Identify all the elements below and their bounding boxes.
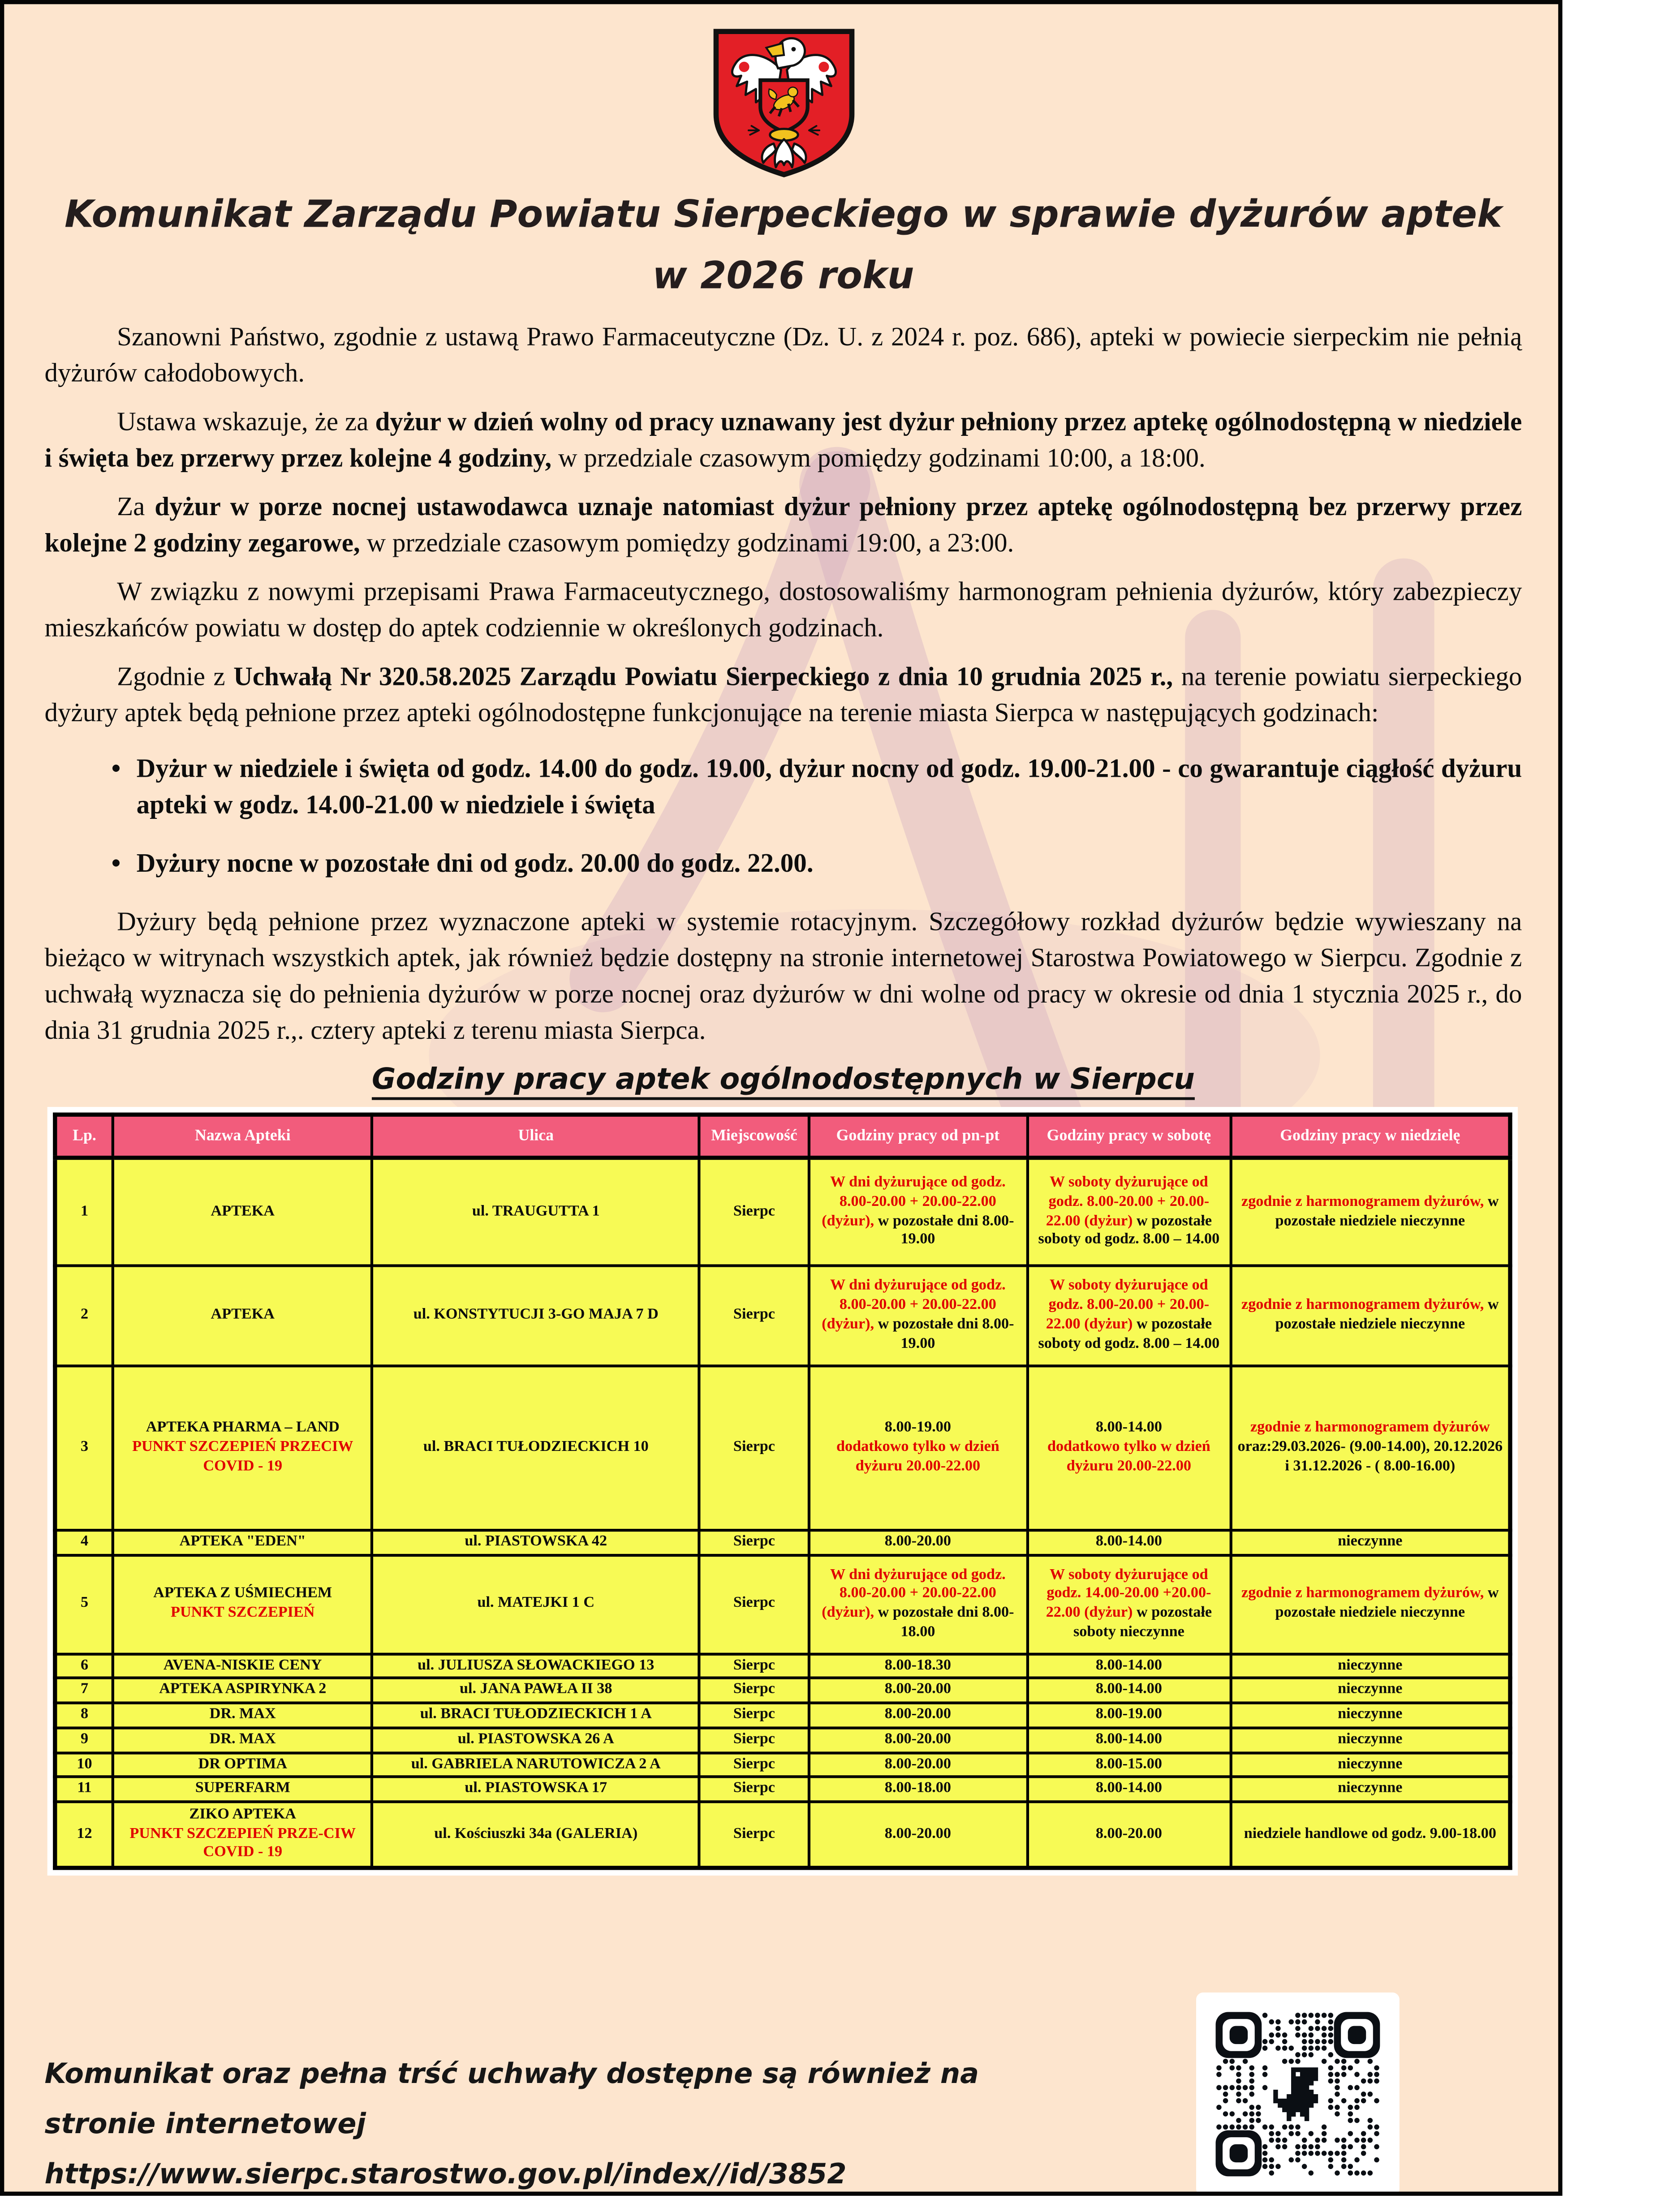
- footer-url[interactable]: https://www.sierpc.starostwo.gov.pl/index//id/3852: [44, 2156, 847, 2190]
- text-run: APTEKA: [211, 1306, 275, 1323]
- title-line-1: Komunikat Zarządu Powiatu Sierpeckiego w sprawie dyżurów aptek: [65, 194, 1502, 237]
- text-run: APTEKA Z UŚMIECHEM: [153, 1585, 332, 1602]
- cell-city: [700, 1265, 809, 1366]
- text-run: Zgodnie z: [117, 663, 234, 693]
- text-run: 10: [77, 1755, 92, 1773]
- text-run: ul. BRACI TUŁODZIECKICH 10: [423, 1438, 649, 1455]
- text-run: Uchwałą Nr 320.58.2025 Zarządu Powiatu Sierpeckiego z dnia 10 grudnia 2025 r.,: [233, 663, 1173, 693]
- cell-street: [372, 1158, 700, 1265]
- text-run: 8.00-20.00: [884, 1755, 951, 1773]
- cell-pharmacy-name: [113, 1753, 372, 1777]
- column-header-4: Miejscowość: [700, 1115, 809, 1158]
- cell-pharmacy-name: [113, 1555, 372, 1654]
- cell-lp: [55, 1654, 113, 1678]
- text-run: PUNKT SZCZEPIEŃ: [171, 1604, 315, 1621]
- text-run: Dyżury będą pełnione przez wyznaczone apteki w systemie rotacyjnym. Szczegółowy rozkład dyżurów będzie wywieszany na bieżąco w witrynach wszystkich aptek, jak również będzie dostępny na stronie internetowej Starostwa Powiatowego w Sierpcu. Zgodnie z uchwałą wyznacza się do pełnienia dyżurów w porze nocnej oraz dyżurów w dni wolne od pracy w okresie od dnia 1 stycznia 2025 r., do dnia 31 grudnia 2025 r.,. cztery apteki z terenu miasta Sierpca.: [44, 908, 1522, 1046]
- cell-lp: [55, 1158, 113, 1265]
- cell-street: [372, 1654, 700, 1678]
- closing-paragraph-container: [44, 906, 1522, 1050]
- paragraph-5: [44, 661, 1522, 733]
- cell-hours-sunday: [1231, 1366, 1510, 1530]
- footer-line-1: Komunikat oraz pełna trść uchwały dostępne są również na stronie internetowej: [44, 2057, 979, 2140]
- cell-hours-saturday: [1027, 1728, 1231, 1752]
- text-run: nieczynne: [1338, 1681, 1403, 1698]
- text-run: W dni dyżurujące od godz. 8.00-20.00 + 20.00-22.00 (dyżur),: [822, 1566, 1006, 1621]
- cell-hours-saturday: [1027, 1777, 1231, 1802]
- cell-street: [372, 1777, 700, 1802]
- table-row-4: [55, 1530, 1510, 1555]
- pharmacy-hours-table: [53, 1113, 1512, 1870]
- text-run: ul. PIASTOWSKA 26 A: [457, 1730, 614, 1747]
- column-header-7: Godziny pracy w niedzielę: [1231, 1115, 1510, 1158]
- table-row-7: [55, 1678, 1510, 1703]
- text-run: Sierpc: [733, 1203, 775, 1220]
- text-run: DR. MAX: [209, 1706, 276, 1723]
- duty-hours-bullet-list: [44, 753, 1522, 883]
- text-run: 8.00-14.00: [1095, 1780, 1162, 1797]
- text-run: APTEKA PHARMA – LAND: [146, 1419, 340, 1436]
- text-run: Ustawa wskazuje, że za: [117, 409, 375, 438]
- cell-hours-saturday: [1027, 1678, 1231, 1703]
- text-run: Sierpc: [733, 1595, 775, 1612]
- text-run: APTEKA ASPIRYNKA 2: [159, 1681, 327, 1698]
- text-run: w pozostałe dni 8.00-19.00: [874, 1212, 1014, 1248]
- cell-hours-saturday: [1027, 1265, 1231, 1366]
- text-run: ZIKO APTEKA: [189, 1806, 297, 1823]
- cell-lp: [55, 1728, 113, 1752]
- paragraph-3: [44, 491, 1522, 564]
- qr-code-card: [1196, 1993, 1400, 2196]
- text-run: niedziele handlowe od godz. 9.00-18.00: [1244, 1825, 1496, 1842]
- cell-hours-mon-fri: [809, 1654, 1027, 1678]
- text-run: zgodnie z harmonogramem dyżurów,: [1241, 1193, 1484, 1210]
- column-header-6: Godziny pracy w sobotę: [1027, 1115, 1231, 1158]
- text-run: 8.00-14.00: [1095, 1681, 1162, 1698]
- text-run: Sierpc: [733, 1306, 775, 1323]
- cell-city: [700, 1678, 809, 1703]
- text-run: 8: [80, 1706, 89, 1723]
- text-run: Sierpc: [733, 1730, 775, 1747]
- cell-hours-sunday: [1231, 1265, 1510, 1366]
- coat-of-arms-sierpc-icon: [710, 26, 857, 180]
- body-paragraphs: [44, 321, 1522, 733]
- text-run: ul. PIASTOWSKA 42: [465, 1533, 607, 1550]
- cell-pharmacy-name: [113, 1728, 372, 1752]
- text-run: Sierpc: [733, 1706, 775, 1723]
- text-run: 11: [77, 1780, 92, 1797]
- text-run: 8.00-14.00: [1095, 1657, 1162, 1674]
- text-run: dyżur w dzień wolny od pracy uznawany jest dyżur pełniony przez aptekę ogólnodostępną w niedziele i święta bez przerwy przez kolejne 4 godziny,: [44, 409, 1522, 474]
- text-run: W dni dyżurujące od godz. 8.00-20.00 + 20.00-22.00 (dyżur),: [822, 1277, 1006, 1333]
- cell-hours-mon-fri: [809, 1703, 1027, 1728]
- text-run: dyżur w porze nocnej ustawodawca uznaje natomiast dyżur pełniony przez aptekę ogólnodostępną bez przerwy przez kolejne 2 godziny zegarowe,: [44, 493, 1522, 559]
- column-header-2: Nazwa Apteki: [113, 1115, 372, 1158]
- text-run: 8.00-20.00: [884, 1533, 951, 1550]
- text-run: w pozostałe dni 8.00-19.00: [874, 1316, 1014, 1352]
- text-run: 8.00-14.00: [1095, 1533, 1162, 1550]
- text-run: nieczynne: [1338, 1657, 1403, 1674]
- text-run: W związku z nowymi przepisami Prawa Farmaceutycznego, dostosowaliśmy harmonogram pełnienia dyżurów, który zabezpieczy mieszkańców powiatu w dostęp do aptek codziennie w określonych godzinach.: [44, 578, 1522, 644]
- cell-hours-mon-fri: [809, 1530, 1027, 1555]
- page-title: [44, 185, 1522, 307]
- text-run: W soboty dyżurujące od godz. 8.00-20.00 + 20.00-22.00 (dyżur): [1046, 1174, 1210, 1229]
- cell-hours-mon-fri: [809, 1678, 1027, 1703]
- text-run: w pozostałe niedziele nieczynne: [1275, 1585, 1499, 1621]
- text-run: ul. KONSTYTUCJI 3-GO MAJA 7 D: [413, 1306, 659, 1323]
- text-run: 8.00-14.00: [1095, 1730, 1162, 1747]
- text-run: 8.00-18.30: [884, 1657, 951, 1674]
- cell-hours-sunday: [1231, 1802, 1510, 1868]
- cell-city: [700, 1530, 809, 1555]
- text-run: W soboty dyżurujące od godz. 8.00-20.00 + 20.00-22.00 (dyżur): [1046, 1277, 1210, 1333]
- cell-city: [700, 1777, 809, 1802]
- cell-hours-saturday: [1027, 1802, 1231, 1868]
- cell-street: [372, 1753, 700, 1777]
- text-run: ul. JANA PAWŁA II 38: [460, 1681, 612, 1698]
- cell-hours-mon-fri: [809, 1366, 1027, 1530]
- text-run: ul. JULIUSZA SŁOWACKIEGO 13: [418, 1657, 655, 1674]
- text-run: DR OPTIMA: [198, 1755, 287, 1773]
- cell-pharmacy-name: [113, 1158, 372, 1265]
- cell-pharmacy-name: [113, 1802, 372, 1868]
- cell-hours-sunday: [1231, 1777, 1510, 1802]
- cell-street: [372, 1530, 700, 1555]
- cell-hours-mon-fri: [809, 1753, 1027, 1777]
- text-run: 4: [80, 1533, 89, 1550]
- text-run: w przedziale czasowym pomiędzy godzinami 10:00, a 18:00.: [551, 445, 1206, 474]
- table-header-row: [55, 1115, 1510, 1158]
- text-run: 5: [80, 1595, 89, 1612]
- text-run: Sierpc: [733, 1681, 775, 1698]
- text-run: w przedziale czasowym pomiędzy godzinami 19:00, a 23:00.: [360, 529, 1014, 559]
- text-run: Za: [117, 493, 155, 523]
- cell-pharmacy-name: [113, 1678, 372, 1703]
- text-run: W soboty dyżurujące od godz. 14.00-20.00 +20.00-22.00 (dyżur): [1046, 1566, 1211, 1621]
- text-run: w pozostałe soboty od godz. 8.00 – 14.00: [1038, 1316, 1220, 1352]
- table-row-11: [55, 1777, 1510, 1802]
- text-run: w pozostałe soboty od godz. 8.00 – 14.00: [1038, 1212, 1220, 1248]
- text-run: SUPERFARM: [195, 1780, 290, 1797]
- text-run: Sierpc: [733, 1657, 775, 1674]
- cell-hours-mon-fri: [809, 1802, 1027, 1868]
- cell-hours-sunday: [1231, 1530, 1510, 1555]
- cell-lp: [55, 1366, 113, 1530]
- text-run: 7: [80, 1681, 89, 1698]
- table-row-6: [55, 1654, 1510, 1678]
- cell-hours-mon-fri: [809, 1555, 1027, 1654]
- cell-lp: [55, 1678, 113, 1703]
- table-row-5: [55, 1555, 1510, 1654]
- cell-street: [372, 1703, 700, 1728]
- cell-hours-sunday: [1231, 1555, 1510, 1654]
- text-run: ul. MATEJKI 1 C: [477, 1595, 595, 1612]
- cell-pharmacy-name: [113, 1777, 372, 1802]
- text-run: ul. GABRIELA NARUTOWICZA 2 A: [411, 1755, 661, 1773]
- text-run: ul. TRAUGUTTA 1: [472, 1203, 600, 1220]
- cell-hours-saturday: [1027, 1753, 1231, 1777]
- text-run: zgodnie z harmonogramem dyżurów,: [1241, 1585, 1484, 1602]
- text-run: APTEKA "EDEN": [179, 1533, 306, 1550]
- text-run: APTEKA: [211, 1203, 275, 1220]
- text-run: w pozostałe niedziele nieczynne: [1275, 1193, 1499, 1229]
- cell-hours-sunday: [1231, 1703, 1510, 1728]
- cell-hours-saturday: [1027, 1654, 1231, 1678]
- text-run: 8.00-20.00: [884, 1730, 951, 1747]
- footer-note: [44, 2048, 1047, 2195]
- cell-city: [700, 1654, 809, 1678]
- cell-city: [700, 1728, 809, 1752]
- text-run: w pozostałe soboty nieczynne: [1073, 1604, 1212, 1640]
- cell-street: [372, 1366, 700, 1530]
- cell-lp: [55, 1753, 113, 1777]
- table-row-12: [55, 1802, 1510, 1868]
- text-run: 6: [80, 1657, 89, 1674]
- cell-hours-sunday: [1231, 1728, 1510, 1752]
- text-run: w pozostałe dni 8.00-18.00: [874, 1604, 1014, 1640]
- cell-city: [700, 1753, 809, 1777]
- text-run: PUNKT SZCZEPIEŃ PRZE-CIW COVID - 19: [129, 1825, 356, 1861]
- text-run: nieczynne: [1338, 1755, 1403, 1773]
- cell-street: [372, 1265, 700, 1366]
- cell-hours-mon-fri: [809, 1158, 1027, 1265]
- text-run: PUNKT SZCZEPIEŃ PRZECIW COVID - 19: [132, 1438, 353, 1475]
- column-header-3: Ulica: [372, 1115, 700, 1158]
- text-run: nieczynne: [1338, 1780, 1403, 1797]
- cell-city: [700, 1158, 809, 1265]
- cell-city: [700, 1703, 809, 1728]
- text-run: 8.00-20.00: [884, 1825, 951, 1842]
- text-run: 8.00-20.00: [884, 1681, 951, 1698]
- closing-paragraph: [44, 906, 1522, 1050]
- text-run: 2: [80, 1306, 89, 1323]
- text-run: AVENA-NISKIE CENY: [163, 1657, 322, 1674]
- cell-hours-mon-fri: [809, 1777, 1027, 1802]
- bullet-item-2: • Dyżury nocne w pozostałe dni od godz. 20.00 do godz. 22.00.: [112, 847, 1522, 883]
- table-row-9: [55, 1728, 1510, 1752]
- paragraph-4: [44, 576, 1522, 648]
- qr-code-with-dino-icon: [1196, 1993, 1400, 2196]
- text-run: 8.00-19.00: [884, 1419, 951, 1436]
- cell-pharmacy-name: [113, 1654, 372, 1678]
- text-run: 1: [80, 1203, 89, 1220]
- cell-street: [372, 1555, 700, 1654]
- cell-lp: [55, 1802, 113, 1868]
- cell-street: [372, 1802, 700, 1868]
- text-run: Szanowni Państwo, zgodnie z ustawą Prawo Farmaceutyczne (Dz. U. z 2024 r. poz. 686), apteki w powiecie sierpeckim nie pełnią dyżurów całodobowych.: [44, 323, 1522, 389]
- text-run: 8.00-20.00: [884, 1706, 951, 1723]
- text-run: na terenie powiatu sierpeckiego dyżury aptek będą pełnione przez apteki ogólnodostępne funkcjonujące na terenie miasta Sierpca w następujących godzinach:: [44, 663, 1522, 729]
- cell-city: [700, 1366, 809, 1530]
- text-run: nieczynne: [1338, 1730, 1403, 1747]
- cell-hours-saturday: [1027, 1555, 1231, 1654]
- column-header-5: Godziny pracy od pn-pt: [809, 1115, 1027, 1158]
- text-run: ul. PIASTOWSKA 17: [465, 1780, 607, 1797]
- text-run: Sierpc: [733, 1780, 775, 1797]
- paragraph-1: [44, 321, 1522, 393]
- text-run: ul. Kościuszki 34a (GALERIA): [434, 1825, 638, 1842]
- cell-hours-saturday: [1027, 1703, 1231, 1728]
- text-run: Sierpc: [733, 1825, 775, 1842]
- table-row-8: [55, 1703, 1510, 1728]
- cell-city: [700, 1555, 809, 1654]
- text-run: nieczynne: [1338, 1706, 1403, 1723]
- cell-lp: [55, 1265, 113, 1366]
- cell-street: [372, 1728, 700, 1752]
- text-run: 9: [80, 1730, 89, 1747]
- cell-hours-sunday: [1231, 1753, 1510, 1777]
- cell-hours-sunday: [1231, 1158, 1510, 1265]
- text-run: W dni dyżurujące od godz. 8.00-20.00 + 20.00-22.00 (dyżur),: [822, 1174, 1006, 1229]
- cell-hours-saturday: [1027, 1158, 1231, 1265]
- cell-hours-sunday: [1231, 1678, 1510, 1703]
- text-run: zgodnie z harmonogramem dyżurów,: [1241, 1296, 1484, 1313]
- text-run: oraz:29.03.2026- (9.00-14.00), 20.12.2026 i 31.12.2026 - ( 8.00-16.00): [1237, 1438, 1503, 1475]
- table-row-1: [55, 1158, 1510, 1265]
- cell-lp: [55, 1530, 113, 1555]
- table-row-2: [55, 1265, 1510, 1366]
- cell-lp: [55, 1703, 113, 1728]
- text-run: dodatkowo tylko w dzień dyżuru 20.00-22.00: [836, 1438, 999, 1475]
- cell-hours-mon-fri: [809, 1728, 1027, 1752]
- cell-hours-sunday: [1231, 1654, 1510, 1678]
- cell-hours-mon-fri: [809, 1265, 1027, 1366]
- bullet-item-1: • Dyżur w niedziele i święta od godz. 14.00 do godz. 19.00, dyżur nocny od godz. 19.00-21.00 - co gwarantuje ciągłość dyżuru apteki w godz. 14.00-21.00 w niedziele i święta: [112, 753, 1522, 825]
- cell-hours-saturday: [1027, 1530, 1231, 1555]
- cell-pharmacy-name: [113, 1366, 372, 1530]
- column-header-1: Lp.: [55, 1115, 113, 1158]
- paragraph-2: [44, 406, 1522, 478]
- cell-pharmacy-name: [113, 1703, 372, 1728]
- table-heading-text: Godziny pracy aptek ogólnodostępnych w Sierpcu: [372, 1063, 1195, 1101]
- text-run: 8.00-20.00: [1095, 1825, 1162, 1842]
- table-heading: [44, 1063, 1522, 1097]
- text-run: 8.00-14.00: [1095, 1419, 1162, 1436]
- title-line-2: w 2026 roku: [652, 254, 914, 298]
- table-row-3: [55, 1366, 1510, 1530]
- cell-lp: [55, 1555, 113, 1654]
- text-run: DR. MAX: [209, 1730, 276, 1747]
- text-run: 8.00-19.00: [1095, 1706, 1162, 1723]
- cell-city: [700, 1802, 809, 1868]
- text-run: Sierpc: [733, 1533, 775, 1550]
- text-run: 8.00-15.00: [1095, 1755, 1162, 1773]
- text-run: dodatkowo tylko w dzień dyżuru 20.00-22.00: [1047, 1438, 1210, 1475]
- cell-street: [372, 1678, 700, 1703]
- cell-pharmacy-name: [113, 1265, 372, 1366]
- cell-hours-saturday: [1027, 1366, 1231, 1530]
- text-run: ul. BRACI TUŁODZIECKICH 1 A: [420, 1706, 652, 1723]
- text-run: 12: [77, 1825, 92, 1842]
- table-row-10: [55, 1753, 1510, 1777]
- cell-pharmacy-name: [113, 1530, 372, 1555]
- text-run: zgodnie z harmonogramem dyżurów: [1250, 1419, 1490, 1436]
- pharmacy-table-wrapper: [47, 1108, 1518, 1875]
- text-run: Sierpc: [733, 1438, 775, 1455]
- text-run: Sierpc: [733, 1755, 775, 1773]
- text-run: 8.00-18.00: [884, 1780, 951, 1797]
- table-body: [55, 1158, 1510, 1868]
- text-run: nieczynne: [1338, 1533, 1403, 1550]
- text-run: 3: [80, 1438, 89, 1455]
- text-run: w pozostałe niedziele nieczynne: [1275, 1296, 1499, 1333]
- cell-lp: [55, 1777, 113, 1802]
